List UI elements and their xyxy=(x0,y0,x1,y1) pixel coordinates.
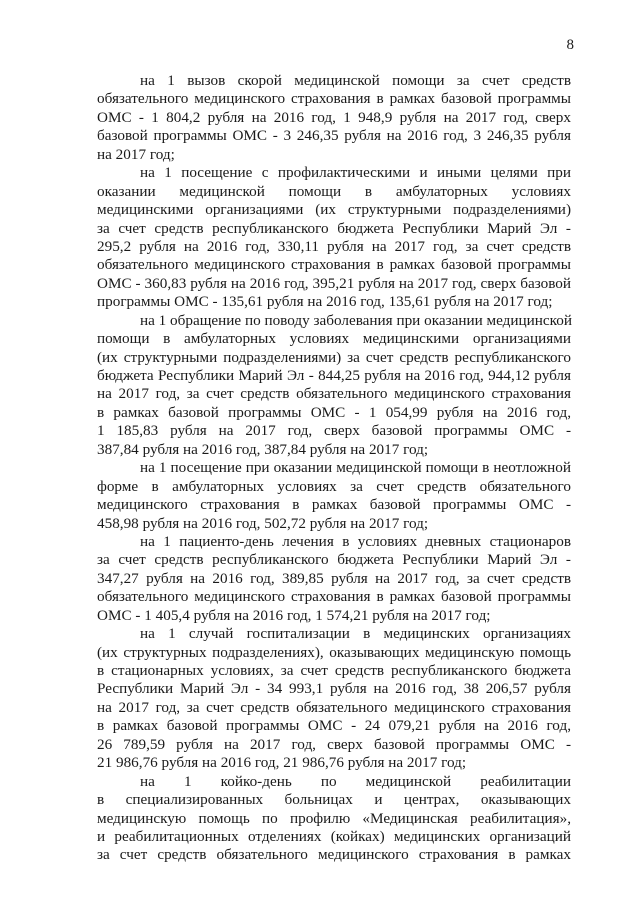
text-line: оказании медицинской помощи в амбулаторных условиях xyxy=(97,182,571,200)
text-line: за счет средств республиканского бюджета Республики Марий Эл - xyxy=(97,219,571,237)
paragraph xyxy=(97,72,571,164)
text-line: 295,2 рубля на 2016 год, 330,11 рубля на 2017 год, за счет средств xyxy=(97,237,571,255)
text-line: в стационарных условиях, за счет средств республиканского бюджета xyxy=(97,662,571,679)
text-line: медицинскую помощь по профилю «Медицинская реабилитация», xyxy=(97,809,571,827)
text-line: на 2017 год, за счет средств обязательного медицинского страхования xyxy=(97,698,571,716)
text-line: обязательного медицинского страхования в рамках базовой программы xyxy=(97,588,571,606)
text-line: базовой программы ОМС - 3 246,35 рубля на 2016 год, 3 246,35 рубля xyxy=(97,127,571,145)
text-line: за счет средств республиканского бюджета Республики Марий Эл - xyxy=(97,551,571,569)
text-line: на 2017 год; xyxy=(97,145,175,163)
paragraph xyxy=(97,773,571,865)
page-number: 8 xyxy=(566,37,574,53)
text-line: за счет средств обязательного медицинского страхования в рамках xyxy=(97,846,571,864)
text-line: на 1 посещение с профилактическими и иными целями при xyxy=(140,164,571,182)
text-line: на 1 вызов скорой медицинской помощи за счет средств xyxy=(140,72,571,89)
text-line: форме в амбулаторных условиях за счет средств обязательного xyxy=(97,477,571,495)
text-line: обязательного медицинского страхования в рамках базовой программы xyxy=(97,256,571,274)
text-line: в рамках базовой программы ОМС - 24 079,21 рубля на 2016 год, xyxy=(97,717,571,735)
text-line: обязательного медицинского страхования в рамках базовой программы xyxy=(97,90,571,108)
text-line: 458,98 рубля на 2016 год, 502,72 рубля на 2017 год; xyxy=(97,514,429,532)
text-line: в специализированных больницах и центрах, оказывающих xyxy=(97,791,571,809)
text-line: на 1 обращение по поводу заболевания при оказании медицинской xyxy=(140,311,572,329)
text-line: 21 986,76 рубля на 2016 год, 21 986,76 рубля на 2017 год; xyxy=(97,754,467,772)
text-line: ОМС - 1 804,2 рубля на 2016 год, 1 948,9 рубля на 2017 год, сверх xyxy=(97,108,571,126)
text-line: помощи в амбулаторных условиях медицинскими организациями xyxy=(97,330,571,348)
text-line: Республики Марий Эл - 34 993,1 рубля на 2016 год, 38 206,57 рубля xyxy=(97,680,571,698)
paragraph xyxy=(97,459,571,533)
paragraph xyxy=(97,312,571,460)
text-line: 347,27 рубля на 2016 год, 389,85 рубля на 2017 год, за счет средств xyxy=(97,569,571,587)
text-line: 26 789,59 рубля на 2017 год, сверх базовой программы ОМС - xyxy=(97,735,571,753)
text-line: и реабилитационных отделениях (койках) медицинских организаций xyxy=(97,827,571,845)
text-line: программы ОМС - 135,61 рубля на 2016 год, 135,61 рубля на 2017 год; xyxy=(97,293,553,311)
text-line: медицинского страхования в рамках базовой программы ОМС - xyxy=(97,496,571,514)
text-line: 387,84 рубля на 2016 год, 387,84 рубля на 2017 год; xyxy=(97,440,429,458)
text-line: на 2017 год, за счет средств обязательного медицинского страхования xyxy=(97,385,571,403)
text-line: (их структурными подразделениями) за счет средств республиканского xyxy=(97,348,571,366)
document-body xyxy=(97,72,571,865)
text-line: на 1 койко-день по медицинской реабилитации xyxy=(140,772,571,790)
text-line: на 1 посещение при оказании медицинской помощи в неотложной xyxy=(140,459,571,477)
text-line: ОМС - 360,83 рубля на 2016 год, 395,21 рубля на 2017 год, сверх базовой xyxy=(97,274,571,292)
text-line: медицинскими организациями (их структурными подразделениями) xyxy=(97,201,571,219)
text-line: на 1 случай госпитализации в медицинских организациях xyxy=(140,625,571,643)
text-line: бюджета Республики Марий Эл - 844,25 рубля на 2016 год, 944,12 рубля xyxy=(97,367,571,384)
text-line: 1 185,83 рубля на 2017 год, сверх базовой программы ОМС - xyxy=(97,422,571,440)
paragraph xyxy=(97,533,571,625)
text-line: на 1 пациенто-день лечения в условиях дневных стационаров xyxy=(140,532,571,550)
text-line: в рамках базовой программы ОМС - 1 054,99 рубля на 2016 год, xyxy=(97,403,571,421)
text-line: (их структурных подразделениях), оказывающих медицинскую помощь xyxy=(97,643,571,661)
paragraph xyxy=(97,625,571,773)
text-line: ОМС - 1 405,4 рубля на 2016 год, 1 574,21 рубля на 2017 год; xyxy=(97,606,491,624)
paragraph xyxy=(97,164,571,312)
